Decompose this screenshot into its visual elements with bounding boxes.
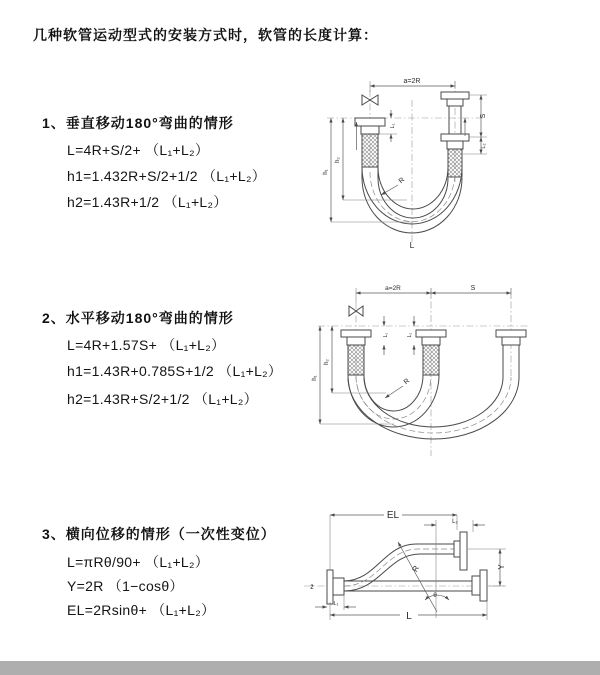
right-flange-upper-neck — [447, 99, 463, 106]
right-flange-plate — [496, 330, 526, 337]
section-3-formula-EL: EL=2Rsinθ+ （L₁+L₂） — [67, 602, 216, 618]
left-flange-neck — [333, 578, 344, 595]
dim-label-h1: h₁ — [312, 375, 318, 381]
section-2-formula-h2: h2=1.43R+S/2+1/2 （L₁+L₂） — [67, 391, 258, 407]
mid-hose-braid — [423, 345, 439, 375]
left-hose-braid — [362, 134, 378, 167]
page-title: 几种软管运动型式的安装方式时，软管的长度计算： — [33, 27, 378, 43]
angle-arc — [425, 595, 449, 600]
section-3-formula-Y: Y=2R （1−cosθ） — [67, 578, 184, 594]
dim-label-y: Y — [497, 564, 506, 570]
left-flange-plate — [355, 118, 385, 126]
centerline-symbol: z̄ — [310, 584, 314, 591]
left-hose-braid — [348, 345, 364, 375]
s-curve-hose — [344, 544, 454, 591]
radius-line — [398, 542, 437, 612]
section-2-formula-L: L=4R+1.57S+ （L₁+L₂） — [67, 337, 226, 353]
right-flange-plate — [480, 570, 487, 601]
dim-label-a2r: a=2R — [403, 78, 421, 85]
section-1-formula-h1: h1=1.432R+S/2+1/2 （L₁+L₂） — [67, 168, 267, 184]
dim-label-l1: L₁ — [333, 601, 339, 607]
diagram-lateral-displacement — [296, 498, 571, 653]
right-flange-neck — [502, 337, 520, 345]
dim-label-h2: h₂ — [335, 157, 341, 163]
right-flange-neck — [472, 576, 480, 595]
section-3-heading: 3、横向位移的情形（一次性变位） — [42, 526, 276, 542]
section-2-heading: 2、水平移动180°弯曲的情形 — [42, 310, 234, 326]
section-3-formula-L: L=πRθ/90+ （L₁+L₂） — [67, 554, 210, 570]
radius-leader — [385, 386, 403, 398]
dim-label-l1: L₁ — [390, 123, 396, 129]
mid-flange-plate — [416, 330, 446, 337]
diagram-horizontal-180-bend — [306, 278, 556, 468]
u-bend-hoses — [348, 375, 519, 439]
section-1-formula-h2: h2=1.43R+1/2 （L₁+L₂） — [67, 194, 228, 210]
left-flange-neck — [347, 337, 365, 345]
dim-label-l: L — [409, 240, 415, 250]
left-flange-plate — [327, 570, 333, 604]
upper-flange-plate — [460, 532, 467, 570]
dim-label-s: S — [480, 113, 487, 119]
right-flange-upper-plate — [441, 92, 469, 99]
dim-label-l2: L₂ — [481, 143, 487, 149]
page-bottom-strip — [0, 661, 600, 675]
dim-label-l2: L₂ — [452, 519, 458, 525]
dim-label-r: R — [410, 564, 422, 574]
dim-label-s: S — [470, 285, 476, 292]
right-flange-lower-neck — [447, 141, 463, 149]
dim-label-r: R — [397, 176, 407, 186]
dim-label-a2r: a=2R — [385, 285, 401, 292]
section-1-heading: 1、垂直移动180°弯曲的情形 — [42, 115, 234, 131]
diagram-vertical-180-bend — [315, 72, 555, 257]
mid-flange-neck — [422, 337, 440, 345]
dim-label-el: EL — [386, 510, 400, 521]
section-2-formula-h1: h1=1.43R+0.785S+1/2 （L₁+L₂） — [67, 363, 283, 379]
dim-label-h2: h₂ — [324, 359, 330, 365]
right-hose-braid — [448, 149, 462, 177]
dim-label-theta: θ — [433, 592, 437, 599]
dim-label-h1: h₁ — [323, 169, 329, 175]
dim-label-r: R — [402, 377, 412, 387]
section-1-formula-L: L=4R+S/2+ （L₁+L₂） — [67, 142, 210, 158]
left-flange-plate — [341, 330, 371, 337]
upper-flange-neck — [454, 541, 460, 557]
dim-label-l2: L₂ — [407, 332, 413, 338]
dim-label-l: L — [406, 611, 412, 622]
left-flange-neck — [361, 126, 379, 134]
dim-label-l1: L₁ — [383, 332, 389, 338]
